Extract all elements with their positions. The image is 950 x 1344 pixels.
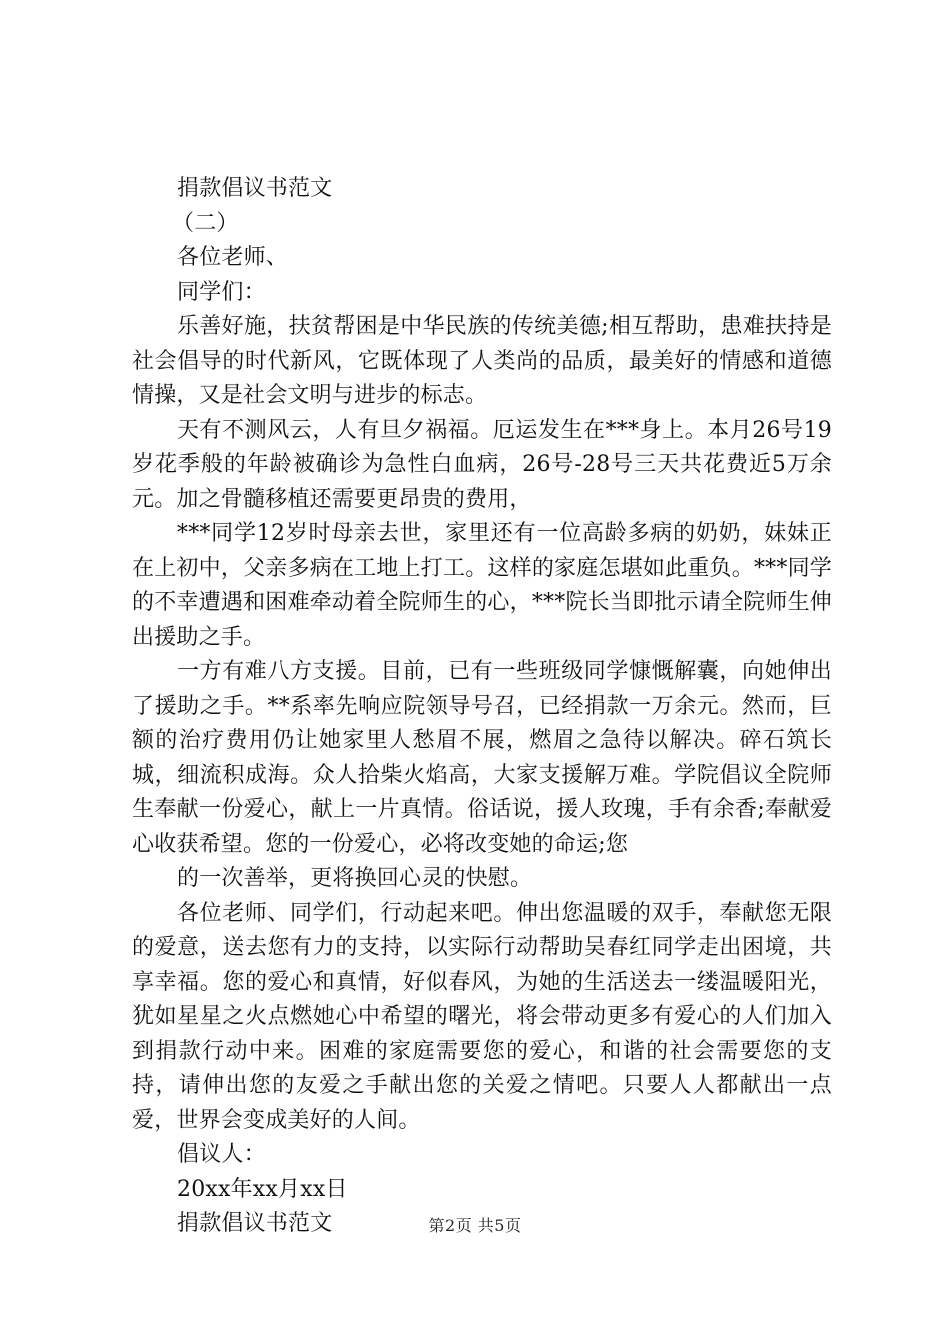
signature-label: 倡议人： (177, 1142, 266, 1167)
paragraph-5: 的一次善举，更将换回心灵的快慰。 (177, 866, 533, 891)
paragraph-2: 天有不测风云，人有旦夕祸福。厄运发生在***身上。本月26号19岁花季般的年龄被确诊为急性白血病，26号-28号三天共花费近5万余元。加之骨髓移植还需要更昂贵的费用， (132, 417, 832, 512)
document-subtitle: （二） (172, 210, 239, 236)
document-body (132, 172, 832, 1242)
closing-title: 捐款倡议书范文 (177, 1211, 333, 1236)
salutation-students: 同学们： (177, 279, 266, 305)
paragraph-1: 乐善好施，扶贫帮困是中华民族的传统美德;相互帮助，患难扶持是社会倡导的时代新风，它既体现了人类尚的品质，最美好的情感和道德情操，又是社会文明与进步的标志。 (132, 314, 832, 408)
page-footer: 第2页 共5页 (428, 1216, 522, 1235)
paragraph-6: 各位老师、同学们，行动起来吧。伸出您温暖的双手，奉献您无限的爱意，送去您有力的支持，以实际行动帮助吴春红同学走出困境，共享幸福。您的爱心和真情，好似春风，为她的生活送去一缕温暖阳光，犹如星星之火点燃她心中希望的曙光，将会带动更多有爱心的人们加入到捐款行动中来。困难的家庭需要您的爱心，和谐的社会需要您的支持，请伸出您的友爱之手献出您的关爱之情吧。只要人人都献出一点爱，世界会变成美好的人间。 (132, 900, 832, 1133)
salutation-teachers: 各位老师、 (177, 245, 289, 270)
document-title: 捐款倡议书范文 (177, 176, 333, 201)
signature-date: 20xx年xx月xx日 (177, 1176, 348, 1202)
paragraph-3: ***同学12岁时母亲去世，家里还有一位高龄多病的奶奶，妹妹正在上初中，父亲多病在工地上打工。这样的家庭怎堪如此重负。***同学的不幸遭遇和困难牵动着全院师生的心，***院长当即批示请全院师生伸出援助之手。 (132, 521, 832, 650)
paragraph-4: 一方有难八方支援。目前，已有一些班级同学慷慨解囊，向她伸出了援助之手。**系率先响应院领导号召，已经捐款一万余元。然而，巨额的治疗费用仍让她家里人愁眉不展，燃眉之急待以解决。碎石筑长城，细流积成海。众人拾柴火焰高，大家支援解万难。学院倡议全院师生奉献一份爱心，献上一片真情。俗话说，援人玫瑰，手有余香;奉献爱心收获希望。您的一份爱心，必将改变她的命运;您 (132, 659, 832, 857)
